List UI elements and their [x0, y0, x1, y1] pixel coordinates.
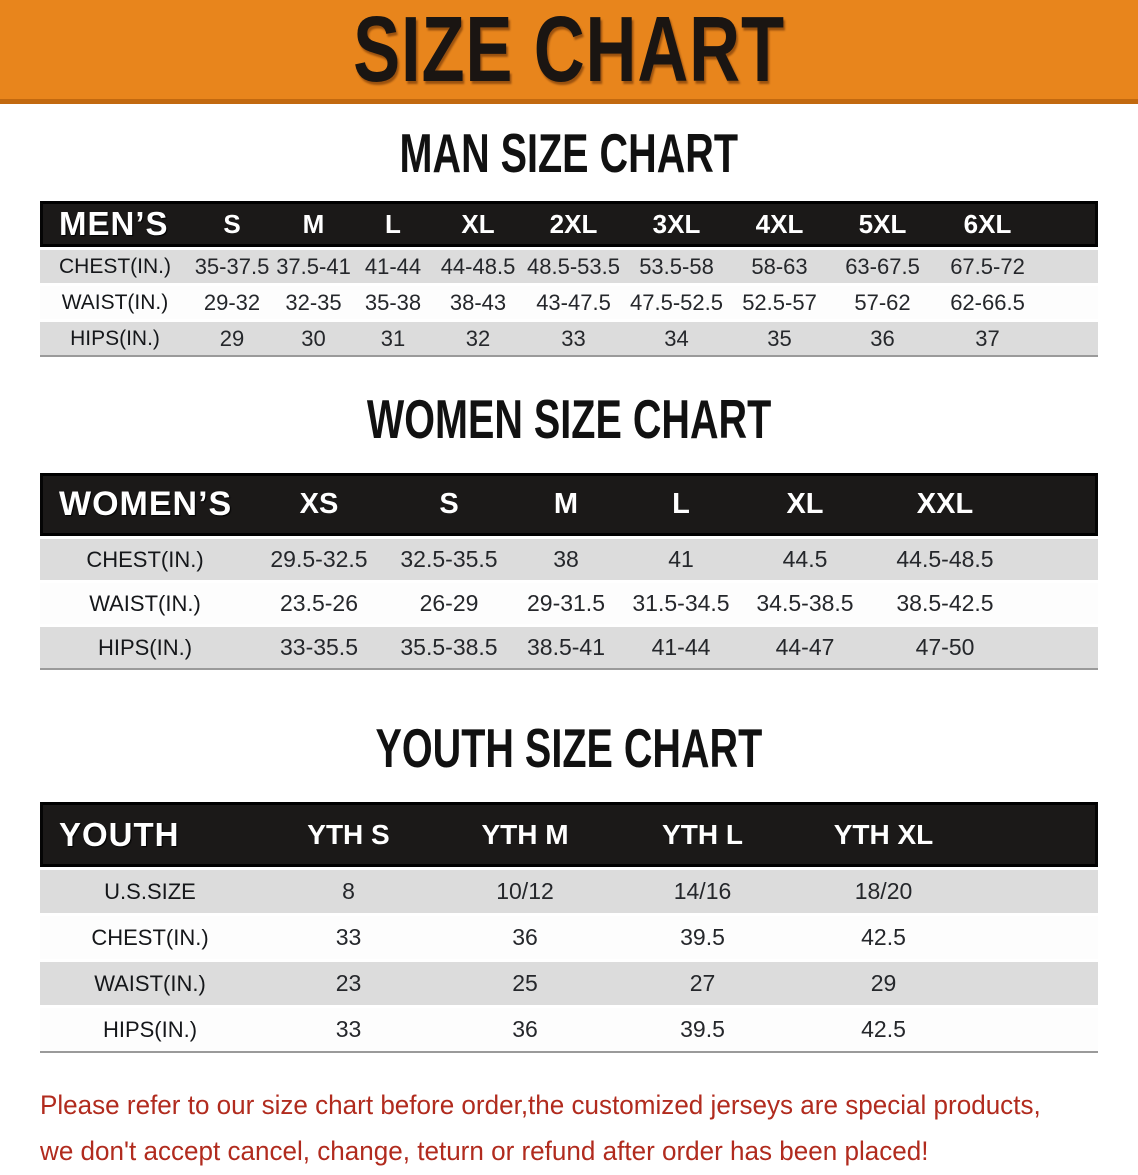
filler-cell — [1040, 201, 1098, 247]
size-value-cell: 18/20 — [792, 870, 975, 913]
size-value-cell: 27 — [613, 962, 792, 1005]
size-value-cell: 30 — [274, 322, 353, 357]
size-value-cell: 42.5 — [792, 1008, 975, 1053]
size-column-header: S — [190, 201, 274, 247]
size-value-cell: 62-66.5 — [935, 286, 1040, 319]
size-value-cell: 23 — [260, 962, 437, 1005]
size-value-cell: 37 — [935, 322, 1040, 357]
size-value-cell: 39.5 — [613, 1008, 792, 1053]
disclaimer-line-1: Please refer to our size chart before order,the customized jerseys are special products, — [40, 1090, 1041, 1120]
size-value-cell: 35 — [729, 322, 830, 357]
filler-cell — [1020, 473, 1098, 536]
measurement-row-label: WAIST(IN.) — [40, 583, 250, 624]
table-row — [40, 627, 1098, 670]
women-section-title — [0, 360, 1138, 470]
filler-cell — [1020, 539, 1098, 580]
measurement-row-label: HIPS(IN.) — [40, 627, 250, 670]
size-column-header: YTH S — [260, 802, 437, 867]
youth-table-wrap — [40, 799, 1098, 1056]
men-section-title — [0, 104, 1138, 198]
size-value-cell: 44-48.5 — [433, 250, 523, 283]
size-value-cell: 29.5-32.5 — [250, 539, 388, 580]
size-value-cell: 41-44 — [622, 627, 740, 670]
size-value-cell: 36 — [437, 916, 613, 959]
youth-section-title — [0, 673, 1138, 799]
size-value-cell: 32.5-35.5 — [388, 539, 510, 580]
measurement-row-label: CHEST(IN.) — [40, 916, 260, 959]
size-value-cell: 23.5-26 — [250, 583, 388, 624]
men-table-wrap — [40, 198, 1098, 360]
size-value-cell: 31 — [353, 322, 433, 357]
table-row — [40, 583, 1098, 624]
size-value-cell: 38 — [510, 539, 622, 580]
filler-cell — [975, 962, 1098, 1005]
youth-size-table — [40, 799, 1098, 1056]
size-value-cell: 41-44 — [353, 250, 433, 283]
filler-cell — [1040, 250, 1098, 283]
size-value-cell: 37.5-41 — [274, 250, 353, 283]
size-value-cell: 44.5 — [740, 539, 870, 580]
size-value-cell: 31.5-34.5 — [622, 583, 740, 624]
size-column-header: 4XL — [729, 201, 830, 247]
size-value-cell: 35.5-38.5 — [388, 627, 510, 670]
size-value-cell: 63-67.5 — [830, 250, 935, 283]
size-column-header: YTH M — [437, 802, 613, 867]
table-row — [40, 962, 1098, 1005]
size-value-cell: 8 — [260, 870, 437, 913]
size-column-header: XS — [250, 473, 388, 536]
banner-title: SIZE CHART — [353, 0, 785, 101]
size-value-cell: 38-43 — [433, 286, 523, 319]
size-value-cell: 29 — [792, 962, 975, 1005]
measurement-row-label: HIPS(IN.) — [40, 322, 190, 357]
measurement-row-label: CHEST(IN.) — [40, 539, 250, 580]
men-section-title-text: MAN SIZE CHART — [399, 122, 739, 184]
size-value-cell: 35-37.5 — [190, 250, 274, 283]
filler-cell — [1020, 583, 1098, 624]
size-value-cell: 36 — [830, 322, 935, 357]
size-column-header: M — [274, 201, 353, 247]
men-size-table — [40, 198, 1098, 360]
filler-cell — [975, 916, 1098, 959]
size-value-cell: 32-35 — [274, 286, 353, 319]
filler-cell — [1040, 322, 1098, 357]
table-header-row — [40, 473, 1098, 536]
size-value-cell: 34 — [624, 322, 729, 357]
size-value-cell: 44.5-48.5 — [870, 539, 1020, 580]
size-column-header: S — [388, 473, 510, 536]
table-header-row — [40, 802, 1098, 867]
size-chart-banner — [0, 0, 1138, 104]
filler-cell — [1020, 627, 1098, 670]
size-column-header: 2XL — [523, 201, 624, 247]
size-value-cell: 35-38 — [353, 286, 433, 319]
size-column-header: L — [622, 473, 740, 536]
table-row — [40, 286, 1098, 319]
table-row — [40, 250, 1098, 283]
filler-cell — [975, 870, 1098, 913]
size-value-cell: 58-63 — [729, 250, 830, 283]
size-value-cell: 10/12 — [437, 870, 613, 913]
measurement-row-label: WAIST(IN.) — [40, 286, 190, 319]
size-value-cell: 44-47 — [740, 627, 870, 670]
size-value-cell: 33-35.5 — [250, 627, 388, 670]
size-column-header: 5XL — [830, 201, 935, 247]
size-column-header: M — [510, 473, 622, 536]
size-value-cell: 47.5-52.5 — [624, 286, 729, 319]
size-value-cell: 26-29 — [388, 583, 510, 624]
table-header-row — [40, 201, 1098, 247]
size-column-header: YTH XL — [792, 802, 975, 867]
size-column-header: 3XL — [624, 201, 729, 247]
size-value-cell: 67.5-72 — [935, 250, 1040, 283]
size-column-header: XXL — [870, 473, 1020, 536]
measurement-row-label: U.S.SIZE — [40, 870, 260, 913]
size-value-cell: 29-32 — [190, 286, 274, 319]
table-row — [40, 870, 1098, 913]
measurement-row-label: CHEST(IN.) — [40, 250, 190, 283]
size-value-cell: 42.5 — [792, 916, 975, 959]
table-row — [40, 322, 1098, 357]
size-value-cell: 34.5-38.5 — [740, 583, 870, 624]
size-column-header: L — [353, 201, 433, 247]
youth-section-title-text: YOUTH SIZE CHART — [375, 717, 763, 779]
size-value-cell: 33 — [260, 1008, 437, 1053]
size-column-header: 6XL — [935, 201, 1040, 247]
size-value-cell: 38.5-41 — [510, 627, 622, 670]
filler-cell — [1040, 286, 1098, 319]
filler-cell — [975, 1008, 1098, 1053]
size-value-cell: 53.5-58 — [624, 250, 729, 283]
size-value-cell: 48.5-53.5 — [523, 250, 624, 283]
size-column-header: XL — [740, 473, 870, 536]
table-corner-label: YOUTH — [40, 802, 260, 867]
women-table-wrap — [40, 470, 1098, 673]
measurement-row-label: HIPS(IN.) — [40, 1008, 260, 1053]
size-value-cell: 39.5 — [613, 916, 792, 959]
size-value-cell: 47-50 — [870, 627, 1020, 670]
table-corner-label: MEN’S — [40, 201, 190, 247]
size-value-cell: 36 — [437, 1008, 613, 1053]
disclaimer-line-2: we don't accept cancel, change, teturn or refund after order has been placed! — [40, 1136, 929, 1167]
size-value-cell: 29 — [190, 322, 274, 357]
women-size-table — [40, 470, 1098, 673]
size-value-cell: 25 — [437, 962, 613, 1005]
size-value-cell: 52.5-57 — [729, 286, 830, 319]
size-column-header: YTH L — [613, 802, 792, 867]
table-row — [40, 539, 1098, 580]
table-row — [40, 1008, 1098, 1053]
size-value-cell: 33 — [260, 916, 437, 959]
filler-cell — [975, 802, 1098, 867]
size-value-cell: 32 — [433, 322, 523, 357]
size-value-cell: 57-62 — [830, 286, 935, 319]
size-value-cell: 38.5-42.5 — [870, 583, 1020, 624]
size-value-cell: 14/16 — [613, 870, 792, 913]
size-column-header: XL — [433, 201, 523, 247]
table-corner-label: WOMEN’S — [40, 473, 250, 536]
size-value-cell: 41 — [622, 539, 740, 580]
women-section-title-text: WOMEN SIZE CHART — [366, 388, 772, 450]
size-value-cell: 43-47.5 — [523, 286, 624, 319]
size-value-cell: 33 — [523, 322, 624, 357]
order-disclaimer — [40, 1082, 1082, 1175]
table-row — [40, 916, 1098, 959]
size-value-cell: 29-31.5 — [510, 583, 622, 624]
measurement-row-label: WAIST(IN.) — [40, 962, 260, 1005]
